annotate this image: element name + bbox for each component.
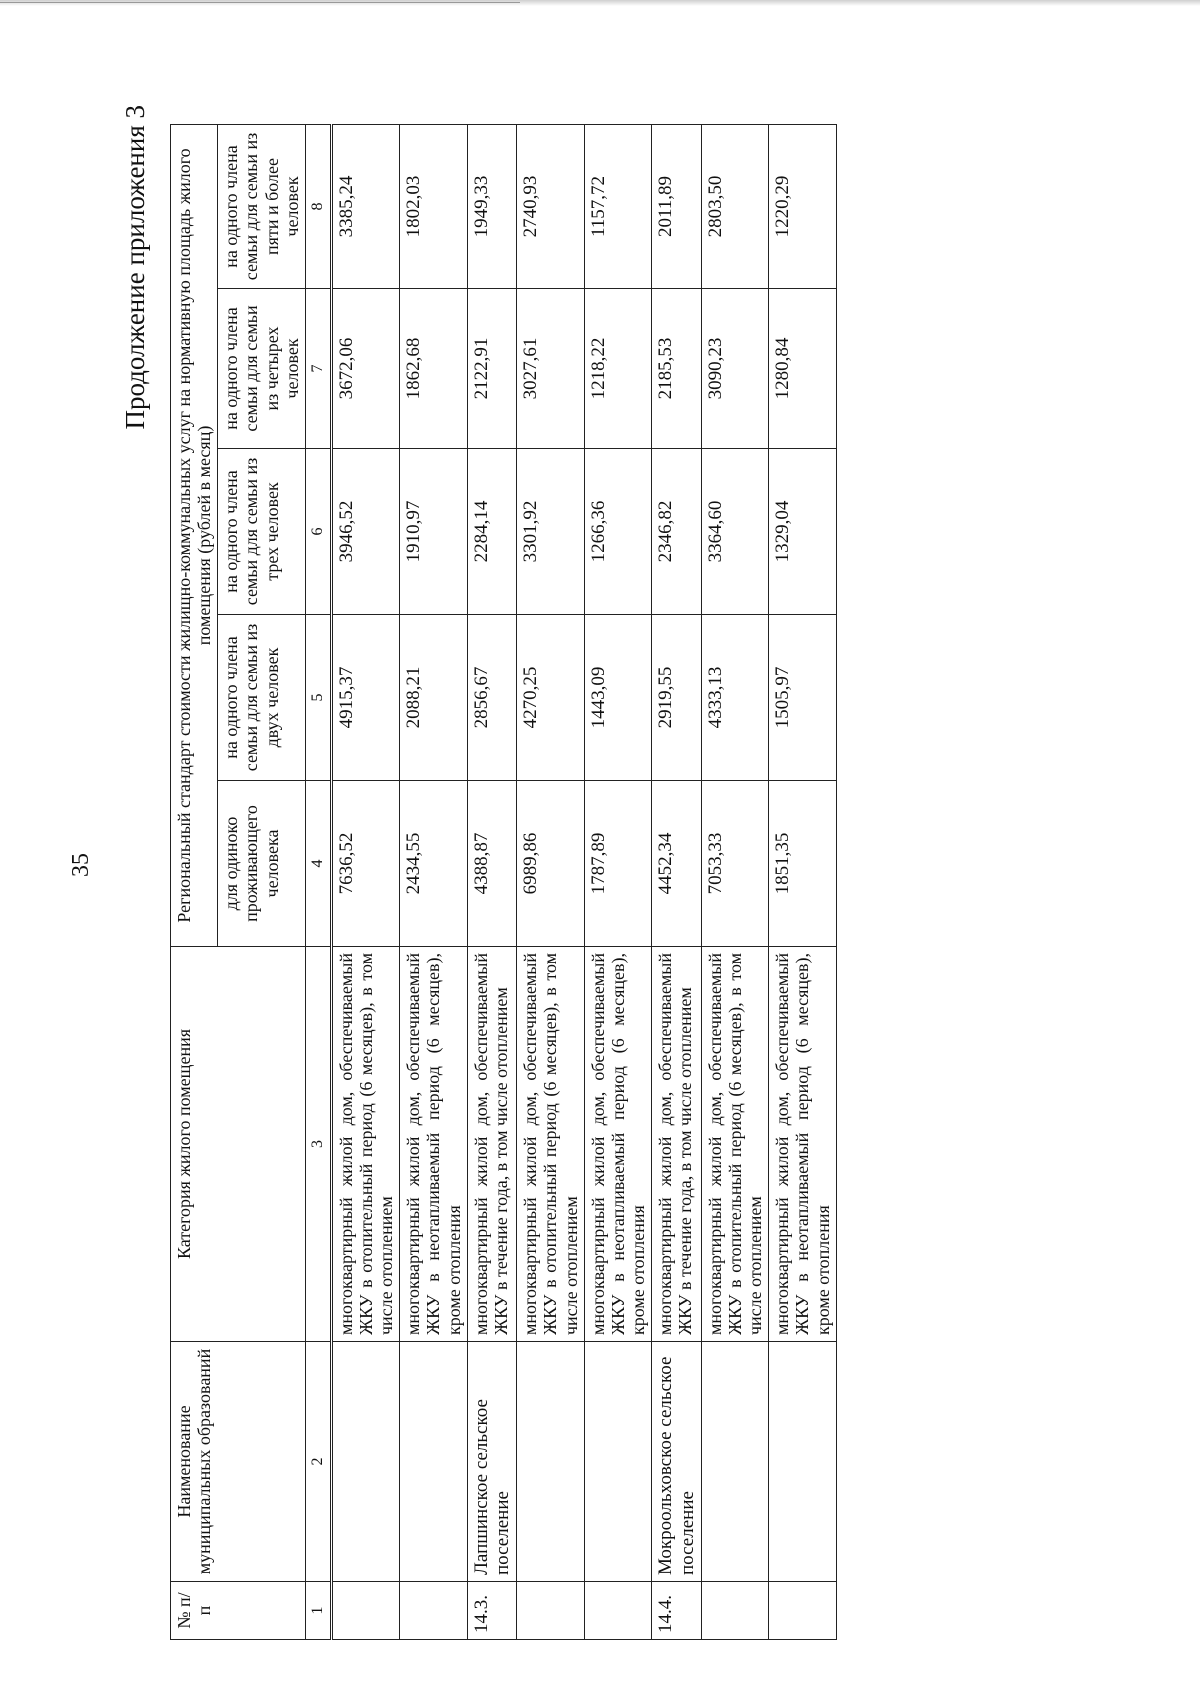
row-municipality [769, 1342, 836, 1582]
value-five: 2803,50 [701, 124, 768, 288]
value-four: 2122,91 [467, 289, 517, 449]
table-row [467, 124, 517, 1639]
table-header [171, 124, 332, 1639]
row-municipality: Мокроольховское сельское поселение [652, 1342, 702, 1582]
header-municipality: Наименование муниципальных образований [171, 1342, 306, 1582]
row-category: многоквартирный жилой дом, обеспечиваемый ЖКУ в отопительный период (6 месяцев), в том числе отоплением [331, 947, 399, 1342]
column-number: 8 [305, 124, 331, 288]
value-five: 3385,24 [331, 124, 399, 288]
value-single: 4452,34 [652, 781, 702, 947]
table-body [331, 124, 836, 1639]
value-single: 4388,87 [467, 781, 517, 947]
value-four: 3672,06 [331, 289, 399, 449]
row-category: многоквартирный жилой дом, обеспечиваемый ЖКУ в течение года, в том числе отоплением [652, 947, 702, 1342]
column-number: 6 [305, 449, 331, 615]
row-municipality: Лапшинское сельское поселение [467, 1342, 517, 1582]
row-municipality [400, 1342, 467, 1582]
column-numbers-row [305, 124, 331, 1639]
value-four: 2185,53 [652, 289, 702, 449]
column-number: 7 [305, 289, 331, 449]
column-number: 1 [305, 1582, 331, 1640]
row-index [701, 1582, 768, 1640]
value-single: 7053,33 [701, 781, 768, 947]
header-family-five: на одного члена семьи для семьи из пяти и более человек [218, 124, 306, 288]
value-three: 2346,82 [652, 449, 702, 615]
scan-edge [0, 0, 1200, 6]
column-number: 4 [305, 781, 331, 947]
table-row [701, 124, 768, 1639]
row-index: 14.4. [652, 1582, 702, 1640]
value-two: 4333,13 [701, 615, 768, 781]
table-row [769, 124, 836, 1639]
row-category: многоквартирный жилой дом, обеспечиваемый ЖКУ в неотапливаемый период (6 месяцев), кроме отопления [584, 947, 651, 1342]
value-three: 3364,60 [701, 449, 768, 615]
value-two: 1505,97 [769, 615, 836, 781]
row-category: многоквартирный жилой дом, обеспечиваемый ЖКУ в отопительный период (6 месяцев), в том числе отоплением [517, 947, 584, 1342]
header-family-two: на одного члена семьи для семьи из двух человек [218, 615, 306, 781]
value-five: 1220,29 [769, 124, 836, 288]
value-two: 2919,55 [652, 615, 702, 781]
value-single: 1851,35 [769, 781, 836, 947]
value-single: 2434,55 [400, 781, 467, 947]
row-category: многоквартирный жилой дом, обеспечиваемый ЖКУ в отопительный период (6 месяцев), в том числе отоплением [701, 947, 768, 1342]
continuation-title: Продолжение приложения 3 [120, 105, 150, 430]
value-three: 3946,52 [331, 449, 399, 615]
row-index [769, 1582, 836, 1640]
header-family-three: на одного члена семьи для семьи из трех человек [218, 449, 306, 615]
value-two: 4270,25 [517, 615, 584, 781]
header-single-person: для одиноко проживающего человека [218, 781, 306, 947]
rotated-document-page [50, 65, 1180, 1665]
page-number: 35 [68, 853, 94, 877]
value-four: 3027,61 [517, 289, 584, 449]
scan-edge-line [0, 2, 520, 3]
value-two: 4915,37 [331, 615, 399, 781]
value-single: 7636,52 [331, 781, 399, 947]
value-four: 1218,22 [584, 289, 651, 449]
value-three: 1266,36 [584, 449, 651, 615]
table-row [652, 124, 702, 1639]
header-number: № п/п [171, 1582, 306, 1640]
column-number: 2 [305, 1342, 331, 1582]
value-five: 2740,93 [517, 124, 584, 288]
value-single: 1787,89 [584, 781, 651, 947]
table-row [517, 124, 584, 1639]
column-number: 3 [305, 947, 331, 1342]
row-index [517, 1582, 584, 1640]
value-three: 1910,97 [400, 449, 467, 615]
table-row [584, 124, 651, 1639]
value-five: 1949,33 [467, 124, 517, 288]
table-row [400, 124, 467, 1639]
value-single: 6989,86 [517, 781, 584, 947]
row-municipality [517, 1342, 584, 1582]
value-five: 2011,89 [652, 124, 702, 288]
table-row [331, 124, 399, 1639]
value-three: 2284,14 [467, 449, 517, 615]
tariff-table [170, 124, 837, 1640]
value-four: 1280,84 [769, 289, 836, 449]
value-five: 1157,72 [584, 124, 651, 288]
column-number: 5 [305, 615, 331, 781]
value-three: 1329,04 [769, 449, 836, 615]
row-municipality [584, 1342, 651, 1582]
value-five: 1802,03 [400, 124, 467, 288]
value-four: 1862,68 [400, 289, 467, 449]
value-three: 3301,92 [517, 449, 584, 615]
row-category: многоквартирный жилой дом, обеспечиваемый ЖКУ в неотапливаемый период (6 месяцев), кроме отопления [769, 947, 836, 1342]
row-category: многоквартирный жилой дом, обеспечиваемый ЖКУ в течение года, в том числе отоплением [467, 947, 517, 1342]
row-category: многоквартирный жилой дом, обеспечиваемый ЖКУ в неотапливаемый период (6 месяцев), кроме отопления [400, 947, 467, 1342]
row-index: 14.3. [467, 1582, 517, 1640]
row-index [400, 1582, 467, 1640]
row-index [584, 1582, 651, 1640]
row-municipality [701, 1342, 768, 1582]
header-family-four: на одного члена семьи для семьи из четырех человек [218, 289, 306, 449]
header-category: Категория жилого помещения [171, 947, 306, 1342]
value-four: 3090,23 [701, 289, 768, 449]
row-index [331, 1582, 399, 1640]
value-two: 2088,21 [400, 615, 467, 781]
value-two: 2856,67 [467, 615, 517, 781]
row-municipality [331, 1342, 399, 1582]
value-two: 1443,09 [584, 615, 651, 781]
header-group-standard: Региональный стандарт стоимости жилищно-коммунальных услуг на нормативную площадь жилого помещения (рублей в месяц) [171, 124, 218, 946]
